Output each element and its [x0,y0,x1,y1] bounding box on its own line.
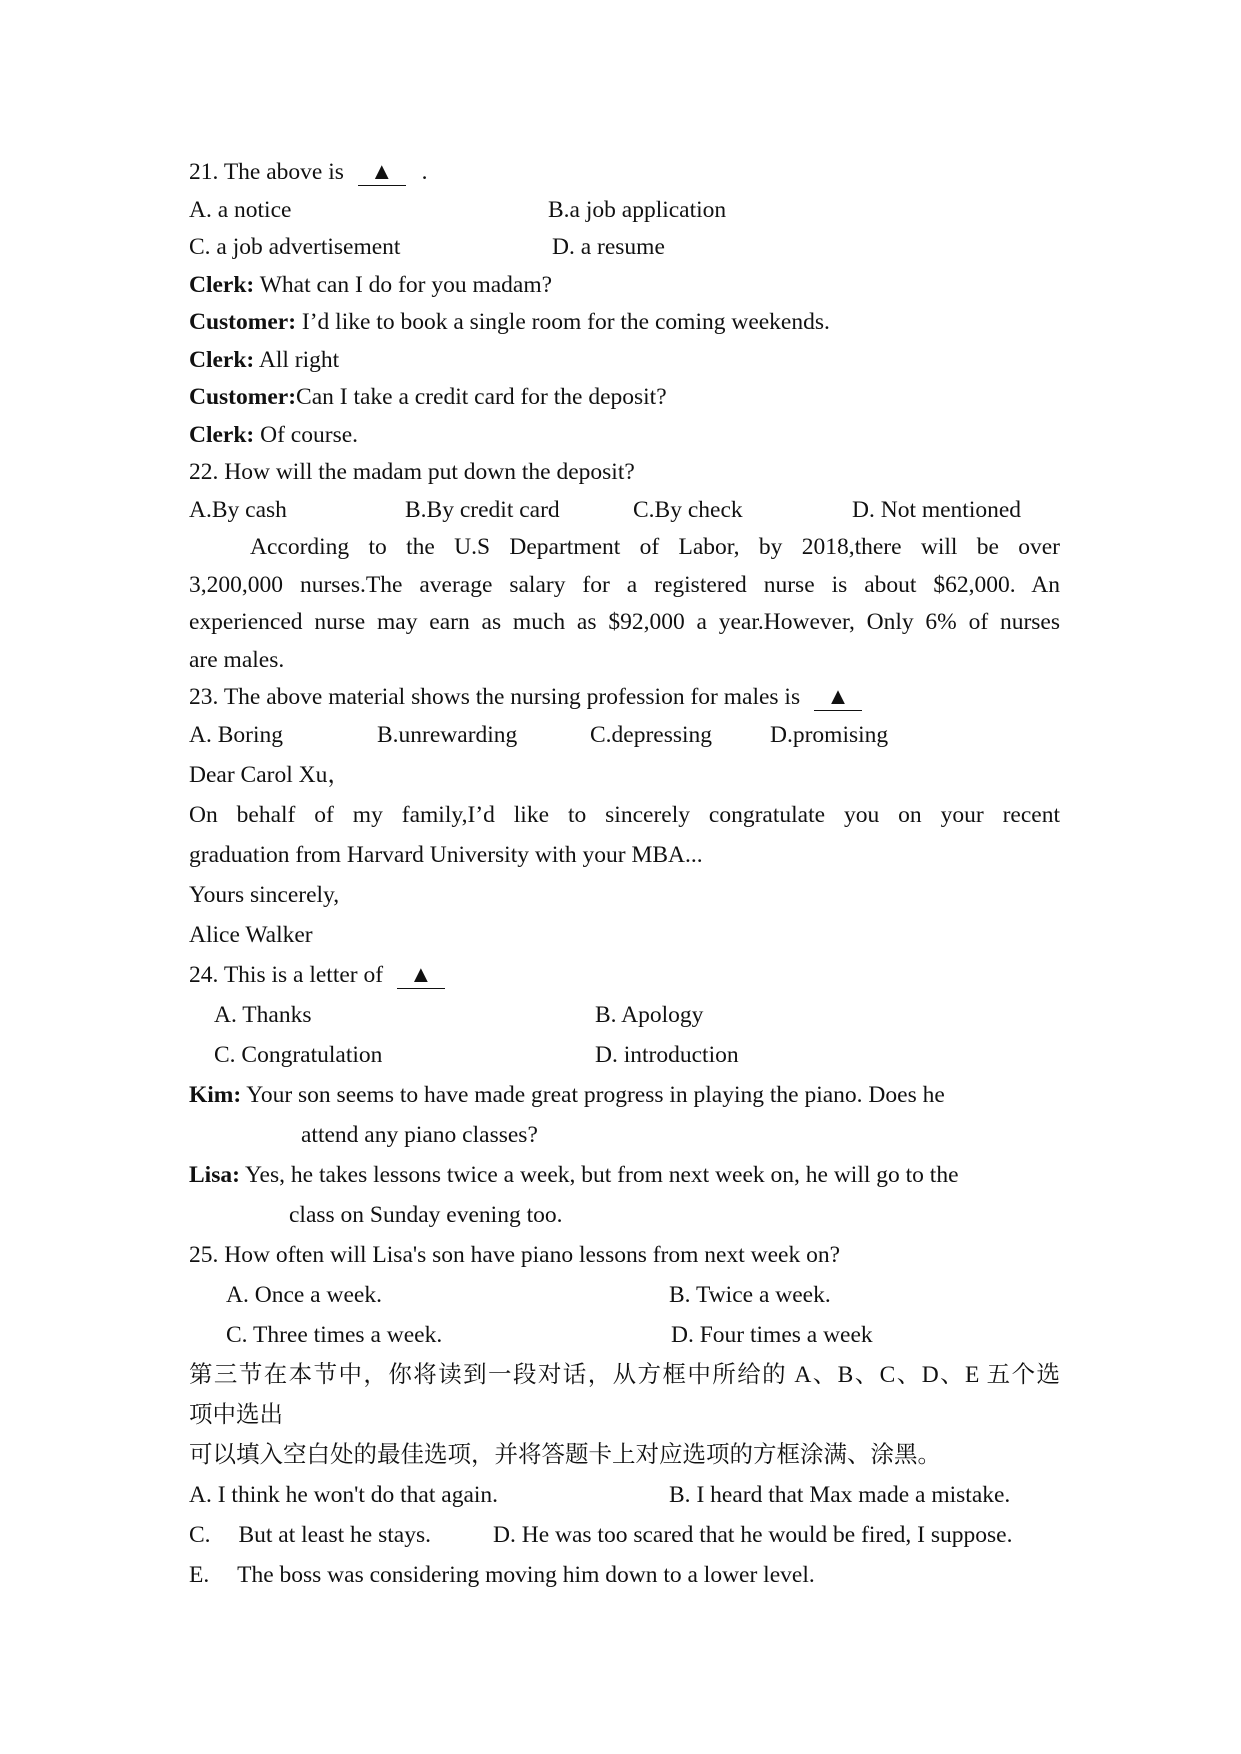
q21-stem: 21. The above is [189,159,344,185]
q23-stem-line [189,686,862,711]
dialogue-text: All right [254,347,340,373]
passage-line: 3,200,000 nurses.The average salary for a registered nurse is about $62,000. An [189,572,1060,598]
q24-option-a: A. Thanks [214,1002,312,1028]
letter-body-line: graduation from Harvard University with your MBA... [189,842,703,868]
q22-option-c: C.By check [633,497,743,523]
q23-stem: 23. The above material shows the nursing profession for males is [189,684,801,710]
q23-option-b: B.unrewarding [377,722,518,748]
choice-b [669,1484,1010,1508]
dialogue-text: Yes, he takes lessons twice a week, but from next week on, he will go to the [239,1162,959,1188]
choice-letter: C. [189,1522,211,1548]
q25-option-b: B. Twice a week. [669,1282,831,1308]
choice-letter: A. [189,1482,212,1508]
passage-line: are males. [189,647,285,673]
dialogue1-line [189,386,667,410]
letter-signature: Alice Walker [189,922,313,948]
dialogue-text: Can I take a credit card for the deposit? [296,384,667,410]
speaker-label: Clerk: [189,272,255,298]
speaker-label: Clerk: [189,422,255,448]
q22-option-d: D. Not mentioned [852,497,1022,523]
choice-c [189,1524,431,1548]
choice-text: He was too scared that he would be fired, I suppose. [521,1522,1013,1548]
speaker-label: Lisa: [189,1162,240,1188]
q21-stem-line [189,161,428,186]
dialogue1-line [189,424,358,448]
lisa-line [189,1164,959,1188]
section3-instruction-line: 可以填入空白处的最佳选项，并将答题卡上对应选项的方框涂满、涂黑。 [189,1442,941,1468]
q25-option-d: D. Four times a week [671,1322,873,1348]
q22-stem: 22. How will the madam put down the deposit? [189,459,635,485]
q25-option-a: A. Once a week. [226,1282,382,1308]
letter-closing: Yours sincerely, [189,882,340,908]
q21-period: . [421,159,428,185]
choice-text: I heard that Max made a mistake. [696,1482,1011,1508]
q24-option-b: B. Apology [595,1002,704,1028]
dialogue1-line [189,349,339,373]
dialogue-text: I’d like to book a single room for the coming weekends. [296,309,830,335]
speaker-label: Customer: [189,309,297,335]
q22-option-a: A.By cash [189,497,287,523]
choice-letter: E. [189,1562,210,1588]
q21-option-b: B.a job application [548,197,727,223]
passage-line: experienced nurse may earn as much as $92,000 a year.However, Only 6% of nurses [189,609,1060,635]
q23-answer-blank: ▲ [814,686,862,711]
dialogue1-line [189,274,552,298]
choice-d [493,1524,1012,1548]
kim-line [189,1084,945,1108]
dialogue1-line [189,311,830,335]
q23-option-d: D.promising [770,722,889,748]
q21-answer-blank: ▲ [358,161,406,186]
dialogue-text: What can I do for you madam? [254,272,553,298]
section3-instruction-line: 第三节在本节中，你将读到一段对话，从方框中所给的 A、B、C、D、E 五个选 [189,1362,1060,1388]
kim-line-continued: attend any piano classes? [301,1122,538,1148]
section3-instruction-line: 项中选出 [189,1402,283,1428]
q24-option-c: C. Congratulation [214,1042,383,1068]
choice-a [189,1484,498,1508]
passage-line: According to the U.S Department of Labor, by 2018,there will be over [250,534,1060,560]
q24-stem: 24. This is a letter of [189,962,384,988]
lisa-line-continued: class on Sunday evening too. [289,1202,563,1228]
q25-stem: 25. How often will Lisa's son have piano lessons from next week on? [189,1242,841,1268]
letter-greeting: Dear Carol Xu， [189,762,351,788]
q24-stem-line [189,964,445,989]
q23-option-c: C.depressing [590,722,713,748]
choice-text: The boss was considering moving him down to a lower level. [237,1562,815,1588]
q21-option-d: D. a resume [552,234,665,260]
q24-answer-blank: ▲ [397,964,445,989]
speaker-label: Kim: [189,1082,242,1108]
q22-option-b: B.By credit card [405,497,560,523]
choice-text: But at least he stays. [238,1522,431,1548]
letter-body-line: On behalf of my family,I’d like to sincerely congratulate you on your recent [189,802,1060,828]
choice-text: I think he won't do that again. [217,1482,499,1508]
q25-option-c: C. Three times a week. [226,1322,443,1348]
q24-option-d: D. introduction [595,1042,739,1068]
q21-option-c: C. a job advertisement [189,234,401,260]
speaker-label: Clerk: [189,347,255,373]
q21-option-a: A. a notice [189,197,292,223]
dialogue-text: Your son seems to have made great progress in playing the piano. Does he [241,1082,945,1108]
q23-option-a: A. Boring [189,722,283,748]
speaker-label: Customer: [189,384,297,410]
choice-letter: B. [669,1482,691,1508]
dialogue-text: Of course. [254,422,359,448]
choice-e [189,1564,815,1588]
choice-letter: D. [493,1522,516,1548]
